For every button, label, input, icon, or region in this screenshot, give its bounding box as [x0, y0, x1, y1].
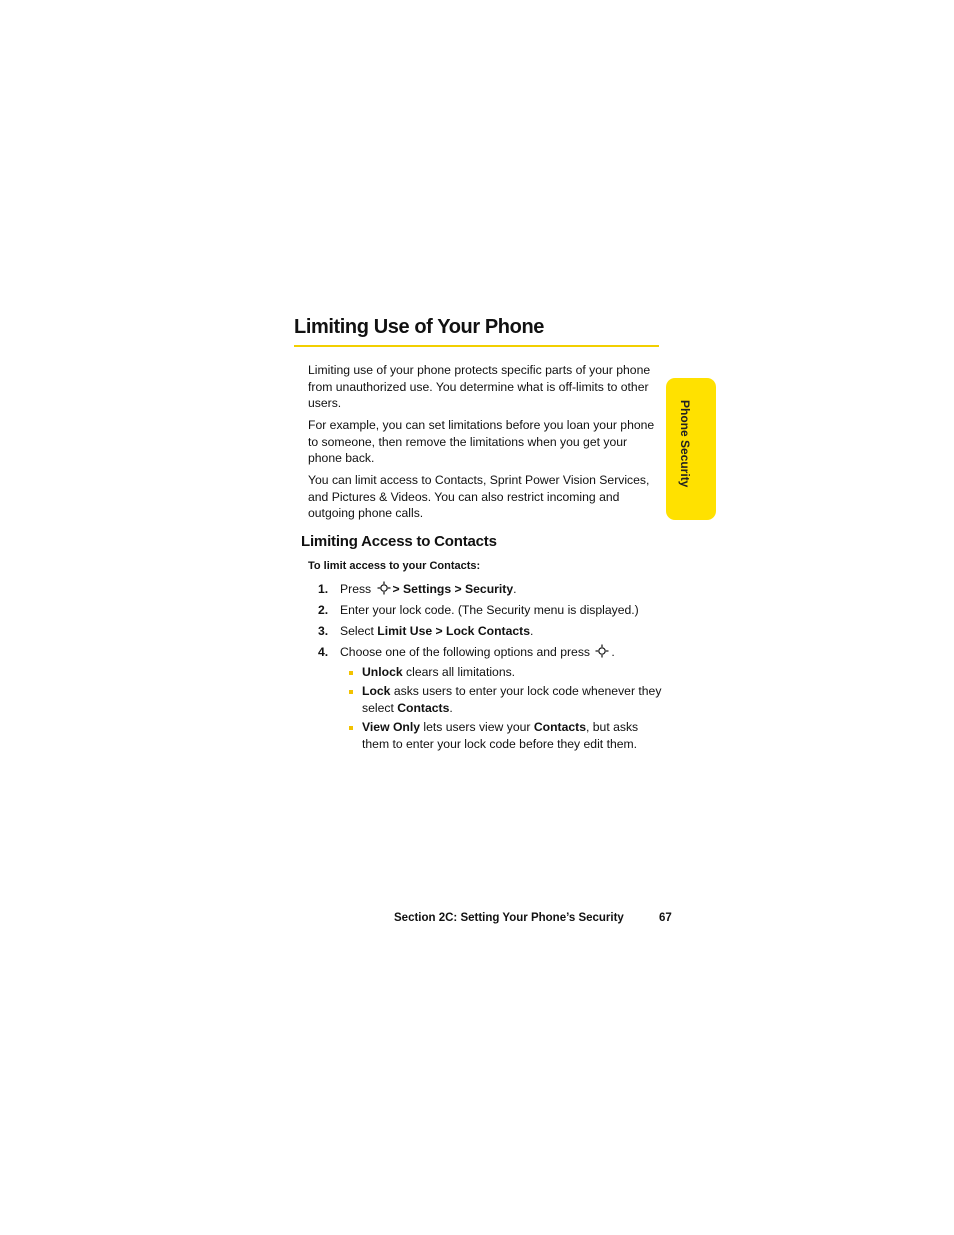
- access-paragraph: You can limit access to Contacts, Sprint Power Vision Services, and Pictures & Videos. You can also restrict incoming and outgoing phone calls.: [308, 473, 650, 520]
- step-text: Enter your lock code. (The Security menu is displayed.): [340, 603, 639, 617]
- bullet-text: [362, 664, 662, 681]
- instruction-label: To limit access to your Contacts:: [308, 560, 481, 572]
- step-number: 1.: [318, 582, 329, 596]
- page-number: 67: [659, 912, 672, 924]
- step-text-lead: Press: [340, 582, 372, 596]
- section-tab-label: Phone Security: [678, 400, 692, 488]
- bullet-text: [362, 683, 662, 717]
- bullet-square-icon: [349, 690, 353, 694]
- step-text-lead: Choose one of the following options and press: [340, 645, 591, 659]
- step-end: .: [513, 582, 517, 596]
- intro-paragraph: Limiting use of your phone protects specific parts of your phone from unauthorized use. You determine what is off-limits to other users.: [308, 363, 651, 410]
- option-end: .: [449, 701, 453, 715]
- step-number: 2.: [318, 603, 329, 617]
- bullet-square-icon: [349, 671, 353, 675]
- option-description: lets users view your: [420, 720, 534, 734]
- option-description: asks users to enter your lock code whenever they select: [362, 684, 662, 715]
- option-name: Unlock: [362, 665, 403, 679]
- menu-path: > Settings > Security: [392, 582, 514, 596]
- option-name: View Only: [362, 720, 421, 734]
- bullet-square-icon: [349, 726, 353, 730]
- navigation-key-icon: [377, 581, 391, 595]
- step-text: [340, 623, 660, 640]
- example-paragraph: For example, you can set limitations before you loan your phone to someone, then remove the limitations when you get your phone back.: [308, 418, 655, 465]
- step-end: .: [529, 624, 534, 638]
- step-text-lead: Select: [340, 624, 374, 638]
- option-description: clears all limitations.: [402, 665, 516, 679]
- footer-section-title: Section 2C: Setting Your Phone’s Security: [394, 912, 624, 924]
- step-number: 3.: [318, 624, 329, 638]
- step-end: .: [611, 645, 615, 659]
- bullet-text: [362, 719, 662, 753]
- step-text: [340, 644, 660, 661]
- contacts-term: Contacts: [397, 701, 450, 715]
- option-name: Lock: [362, 684, 391, 698]
- section-subheading: Limiting Access to Contacts: [301, 533, 497, 550]
- page-title: Limiting Use of Your Phone: [294, 316, 659, 347]
- contacts-term: Contacts: [533, 720, 586, 734]
- step-number: 4.: [318, 645, 329, 659]
- navigation-key-icon: [595, 644, 609, 658]
- option-description-end: , but asks them to enter your lock code before they edit them.: [362, 720, 639, 751]
- step-text: [340, 581, 660, 598]
- menu-path: Limit Use > Lock Contacts: [377, 624, 530, 638]
